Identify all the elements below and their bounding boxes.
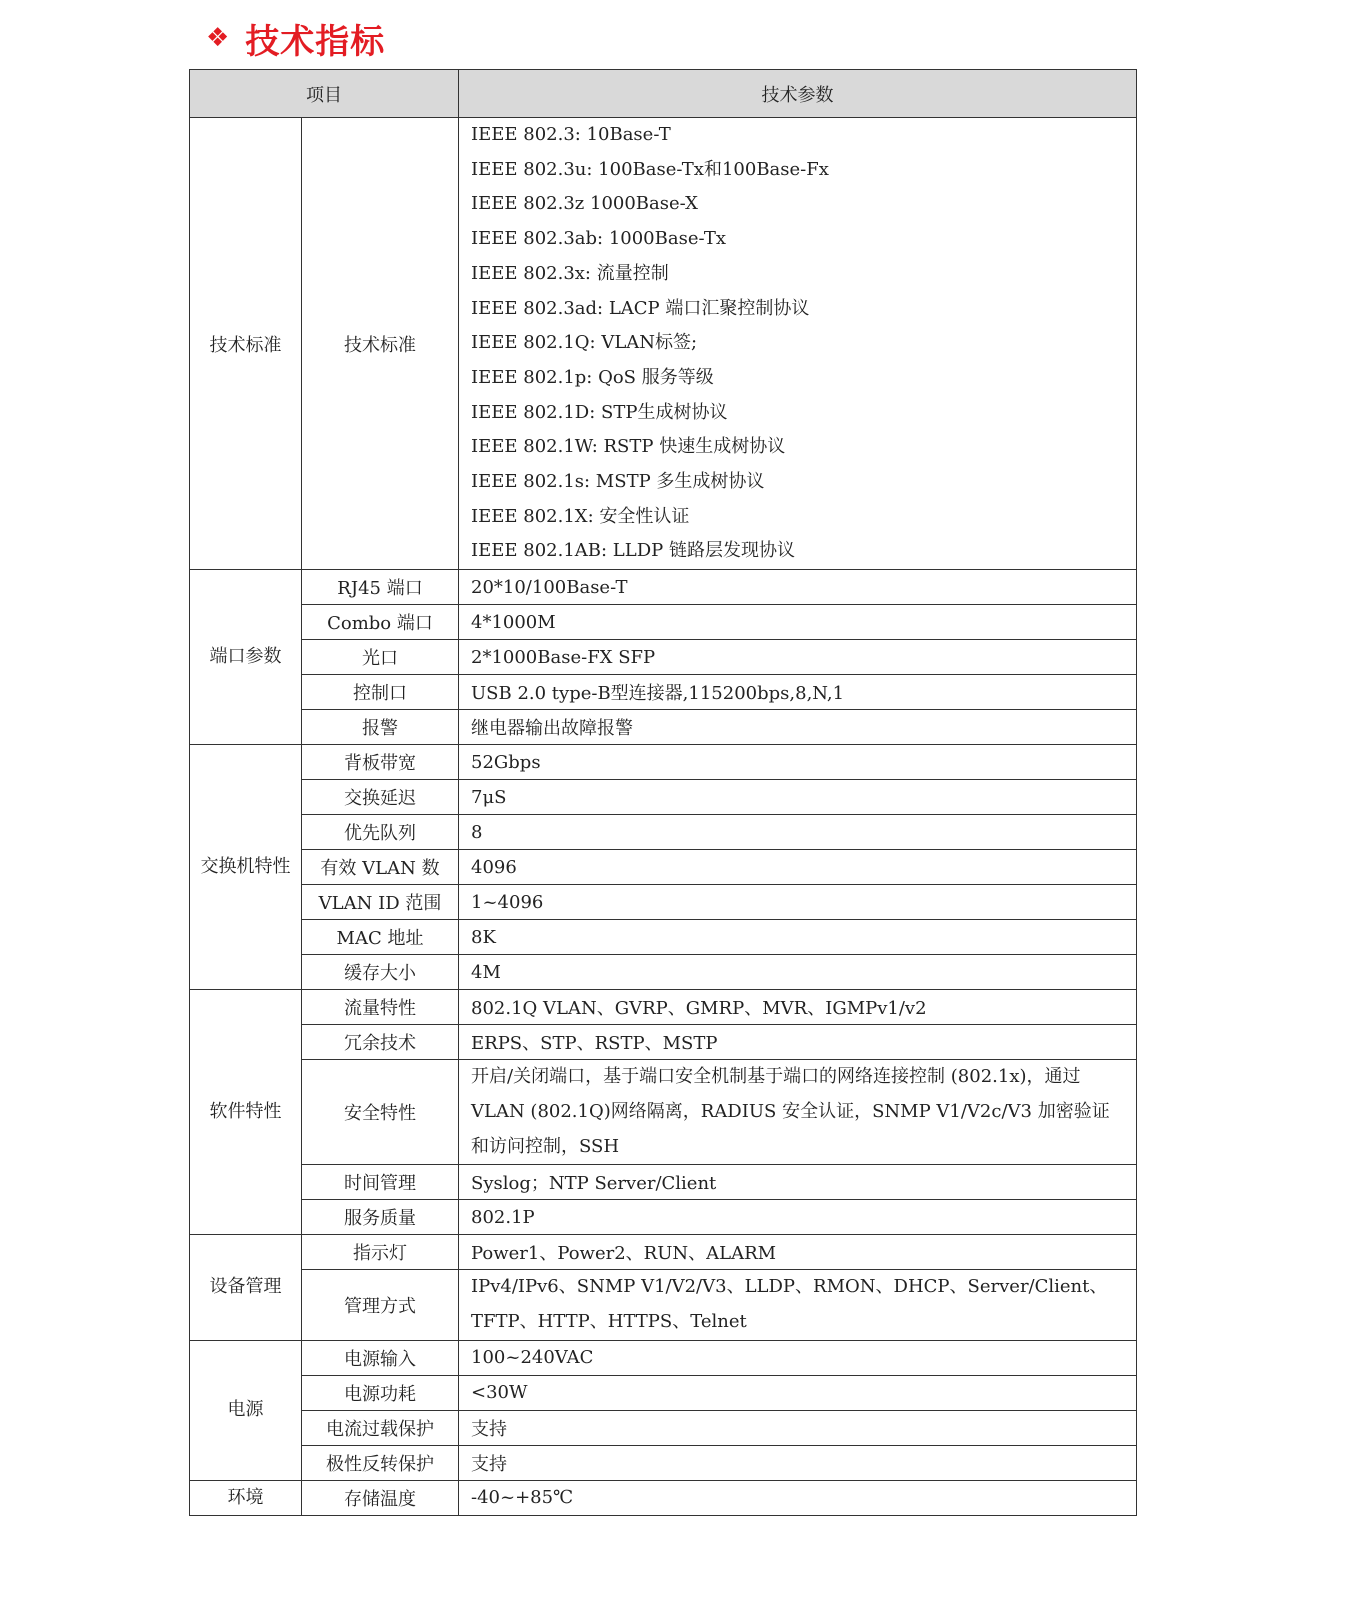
value-cell: <30W	[459, 1375, 1137, 1410]
table-row	[190, 570, 1137, 605]
value-cell: 继电器输出故障报警	[459, 710, 1137, 745]
standard-line: IEEE 802.3u: 100Base-Tx和100Base-Fx	[471, 158, 829, 180]
table-row	[190, 780, 1137, 815]
table-row	[190, 885, 1137, 920]
value-cell: IPv4/IPv6、SNMP V1/V2/V3、LLDP、RMON、DHCP、Server/Client、TFTP、HTTP、HTTPS、Telnet	[459, 1270, 1137, 1340]
item-cell: 电源功耗	[302, 1375, 459, 1410]
category-cell: 交换机特性	[190, 745, 302, 990]
value-cell: 4*1000M	[459, 605, 1137, 640]
item-cell: MAC 地址	[302, 920, 459, 955]
table-row	[190, 118, 1137, 570]
item-cell: 安全特性	[302, 1060, 459, 1165]
item-cell: 流量特性	[302, 990, 459, 1025]
table-row	[190, 955, 1137, 990]
value-cell: 52Gbps	[459, 745, 1137, 780]
standard-line: IEEE 802.3x: 流量控制	[471, 262, 669, 284]
section-title	[206, 14, 385, 62]
table-row	[190, 815, 1137, 850]
item-cell: 报警	[302, 710, 459, 745]
value-cell: 2*1000Base-FX SFP	[459, 640, 1137, 675]
table-row	[190, 605, 1137, 640]
section-title-text: 技术指标	[245, 21, 386, 62]
table-row	[190, 990, 1137, 1025]
table-row	[190, 1165, 1137, 1200]
value-cell	[459, 118, 1137, 570]
category-cell: 软件特性	[190, 990, 302, 1235]
category-cell: 技术标准	[190, 118, 302, 570]
value-cell: 4M	[459, 955, 1137, 990]
item-cell: VLAN ID 范围	[302, 885, 459, 920]
header-item: 项目	[190, 70, 459, 118]
item-cell: 存储温度	[302, 1480, 459, 1515]
item-cell: 极性反转保护	[302, 1445, 459, 1480]
item-cell: 交换延迟	[302, 780, 459, 815]
standard-line: IEEE 802.3ad: LACP 端口汇聚控制协议	[471, 297, 810, 319]
table-row	[190, 1480, 1137, 1515]
spec-table	[189, 69, 1137, 1516]
value-cell: 802.1Q VLAN、GVRP、GMRP、MVR、IGMPv1/v2	[459, 990, 1137, 1025]
table-row	[190, 1060, 1137, 1165]
table-row	[190, 1340, 1137, 1375]
value-cell: 20*10/100Base-T	[459, 570, 1137, 605]
table-row	[190, 1375, 1137, 1410]
item-cell: 管理方式	[302, 1270, 459, 1340]
item-cell: 缓存大小	[302, 955, 459, 990]
standard-line: IEEE 802.3ab: 1000Base-Tx	[471, 228, 727, 250]
table-row	[190, 1410, 1137, 1445]
value-cell: 8K	[459, 920, 1137, 955]
standard-line: IEEE 802.1p: QoS 服务等级	[471, 366, 714, 388]
diamond-bullet-icon: ❖	[206, 23, 230, 53]
table-row	[190, 675, 1137, 710]
item-cell: 冗余技术	[302, 1025, 459, 1060]
value-cell: Power1、Power2、RUN、ALARM	[459, 1235, 1137, 1270]
value-cell: 1~4096	[459, 885, 1137, 920]
standard-line: IEEE 802.3: 10Base-T	[471, 124, 671, 145]
standard-line: IEEE 802.1AB: LLDP 链路层发现协议	[471, 540, 795, 562]
item-cell: 控制口	[302, 675, 459, 710]
value-cell: 4096	[459, 850, 1137, 885]
item-cell: 电源输入	[302, 1340, 459, 1375]
value-cell: Syslog；NTP Server/Client	[459, 1165, 1137, 1200]
table-row	[190, 745, 1137, 780]
item-cell: 背板带宽	[302, 745, 459, 780]
item-cell: 优先队列	[302, 815, 459, 850]
value-cell: 支持	[459, 1410, 1137, 1445]
standard-line: IEEE 802.1s: MSTP 多生成树协议	[471, 471, 765, 493]
table-row	[190, 1445, 1137, 1480]
category-cell: 电源	[190, 1340, 302, 1480]
value-cell: 7μS	[459, 780, 1137, 815]
table-row	[190, 1200, 1137, 1235]
table-row	[190, 1025, 1137, 1060]
table-row	[190, 640, 1137, 675]
item-cell: 时间管理	[302, 1165, 459, 1200]
standard-line: IEEE 802.1Q: VLAN标签;	[471, 332, 698, 354]
table-row	[190, 1270, 1137, 1340]
standard-line: IEEE 802.1W: RSTP 快速生成树协议	[471, 436, 786, 458]
standard-line: IEEE 802.1X: 安全性认证	[471, 505, 690, 527]
standard-line: IEEE 802.1D: STP生成树协议	[471, 401, 728, 423]
value-cell: 8	[459, 815, 1137, 850]
standard-line: IEEE 802.3z 1000Base-X	[471, 193, 698, 215]
item-cell: 指示灯	[302, 1235, 459, 1270]
value-cell: -40~+85℃	[459, 1480, 1137, 1515]
item-cell: 技术标准	[302, 118, 459, 570]
item-cell: RJ45 端口	[302, 570, 459, 605]
category-cell: 端口参数	[190, 570, 302, 745]
table-row	[190, 920, 1137, 955]
item-cell: 电流过载保护	[302, 1410, 459, 1445]
category-cell: 环境	[190, 1480, 302, 1515]
item-cell: Combo 端口	[302, 605, 459, 640]
value-cell: 开启/关闭端口，基于端口安全机制基于端口的网络连接控制 (802.1x)，通过 VLAN (802.1Q)网络隔离，RADIUS 安全认证，SNMP V1/V2c/V3 加密验证和访问控制，SSH	[459, 1060, 1137, 1165]
table-header	[190, 70, 1137, 118]
table-row	[190, 850, 1137, 885]
value-cell: 支持	[459, 1445, 1137, 1480]
table-row	[190, 1235, 1137, 1270]
item-cell: 有效 VLAN 数	[302, 850, 459, 885]
table-row	[190, 710, 1137, 745]
item-cell: 光口	[302, 640, 459, 675]
value-cell: 100~240VAC	[459, 1340, 1137, 1375]
value-cell: ERPS、STP、RSTP、MSTP	[459, 1025, 1137, 1060]
item-cell: 服务质量	[302, 1200, 459, 1235]
category-cell: 设备管理	[190, 1235, 302, 1340]
value-cell: USB 2.0 type-B型连接器,115200bps,8,N,1	[459, 675, 1137, 710]
header-params: 技术参数	[459, 70, 1137, 118]
value-cell: 802.1P	[459, 1200, 1137, 1235]
